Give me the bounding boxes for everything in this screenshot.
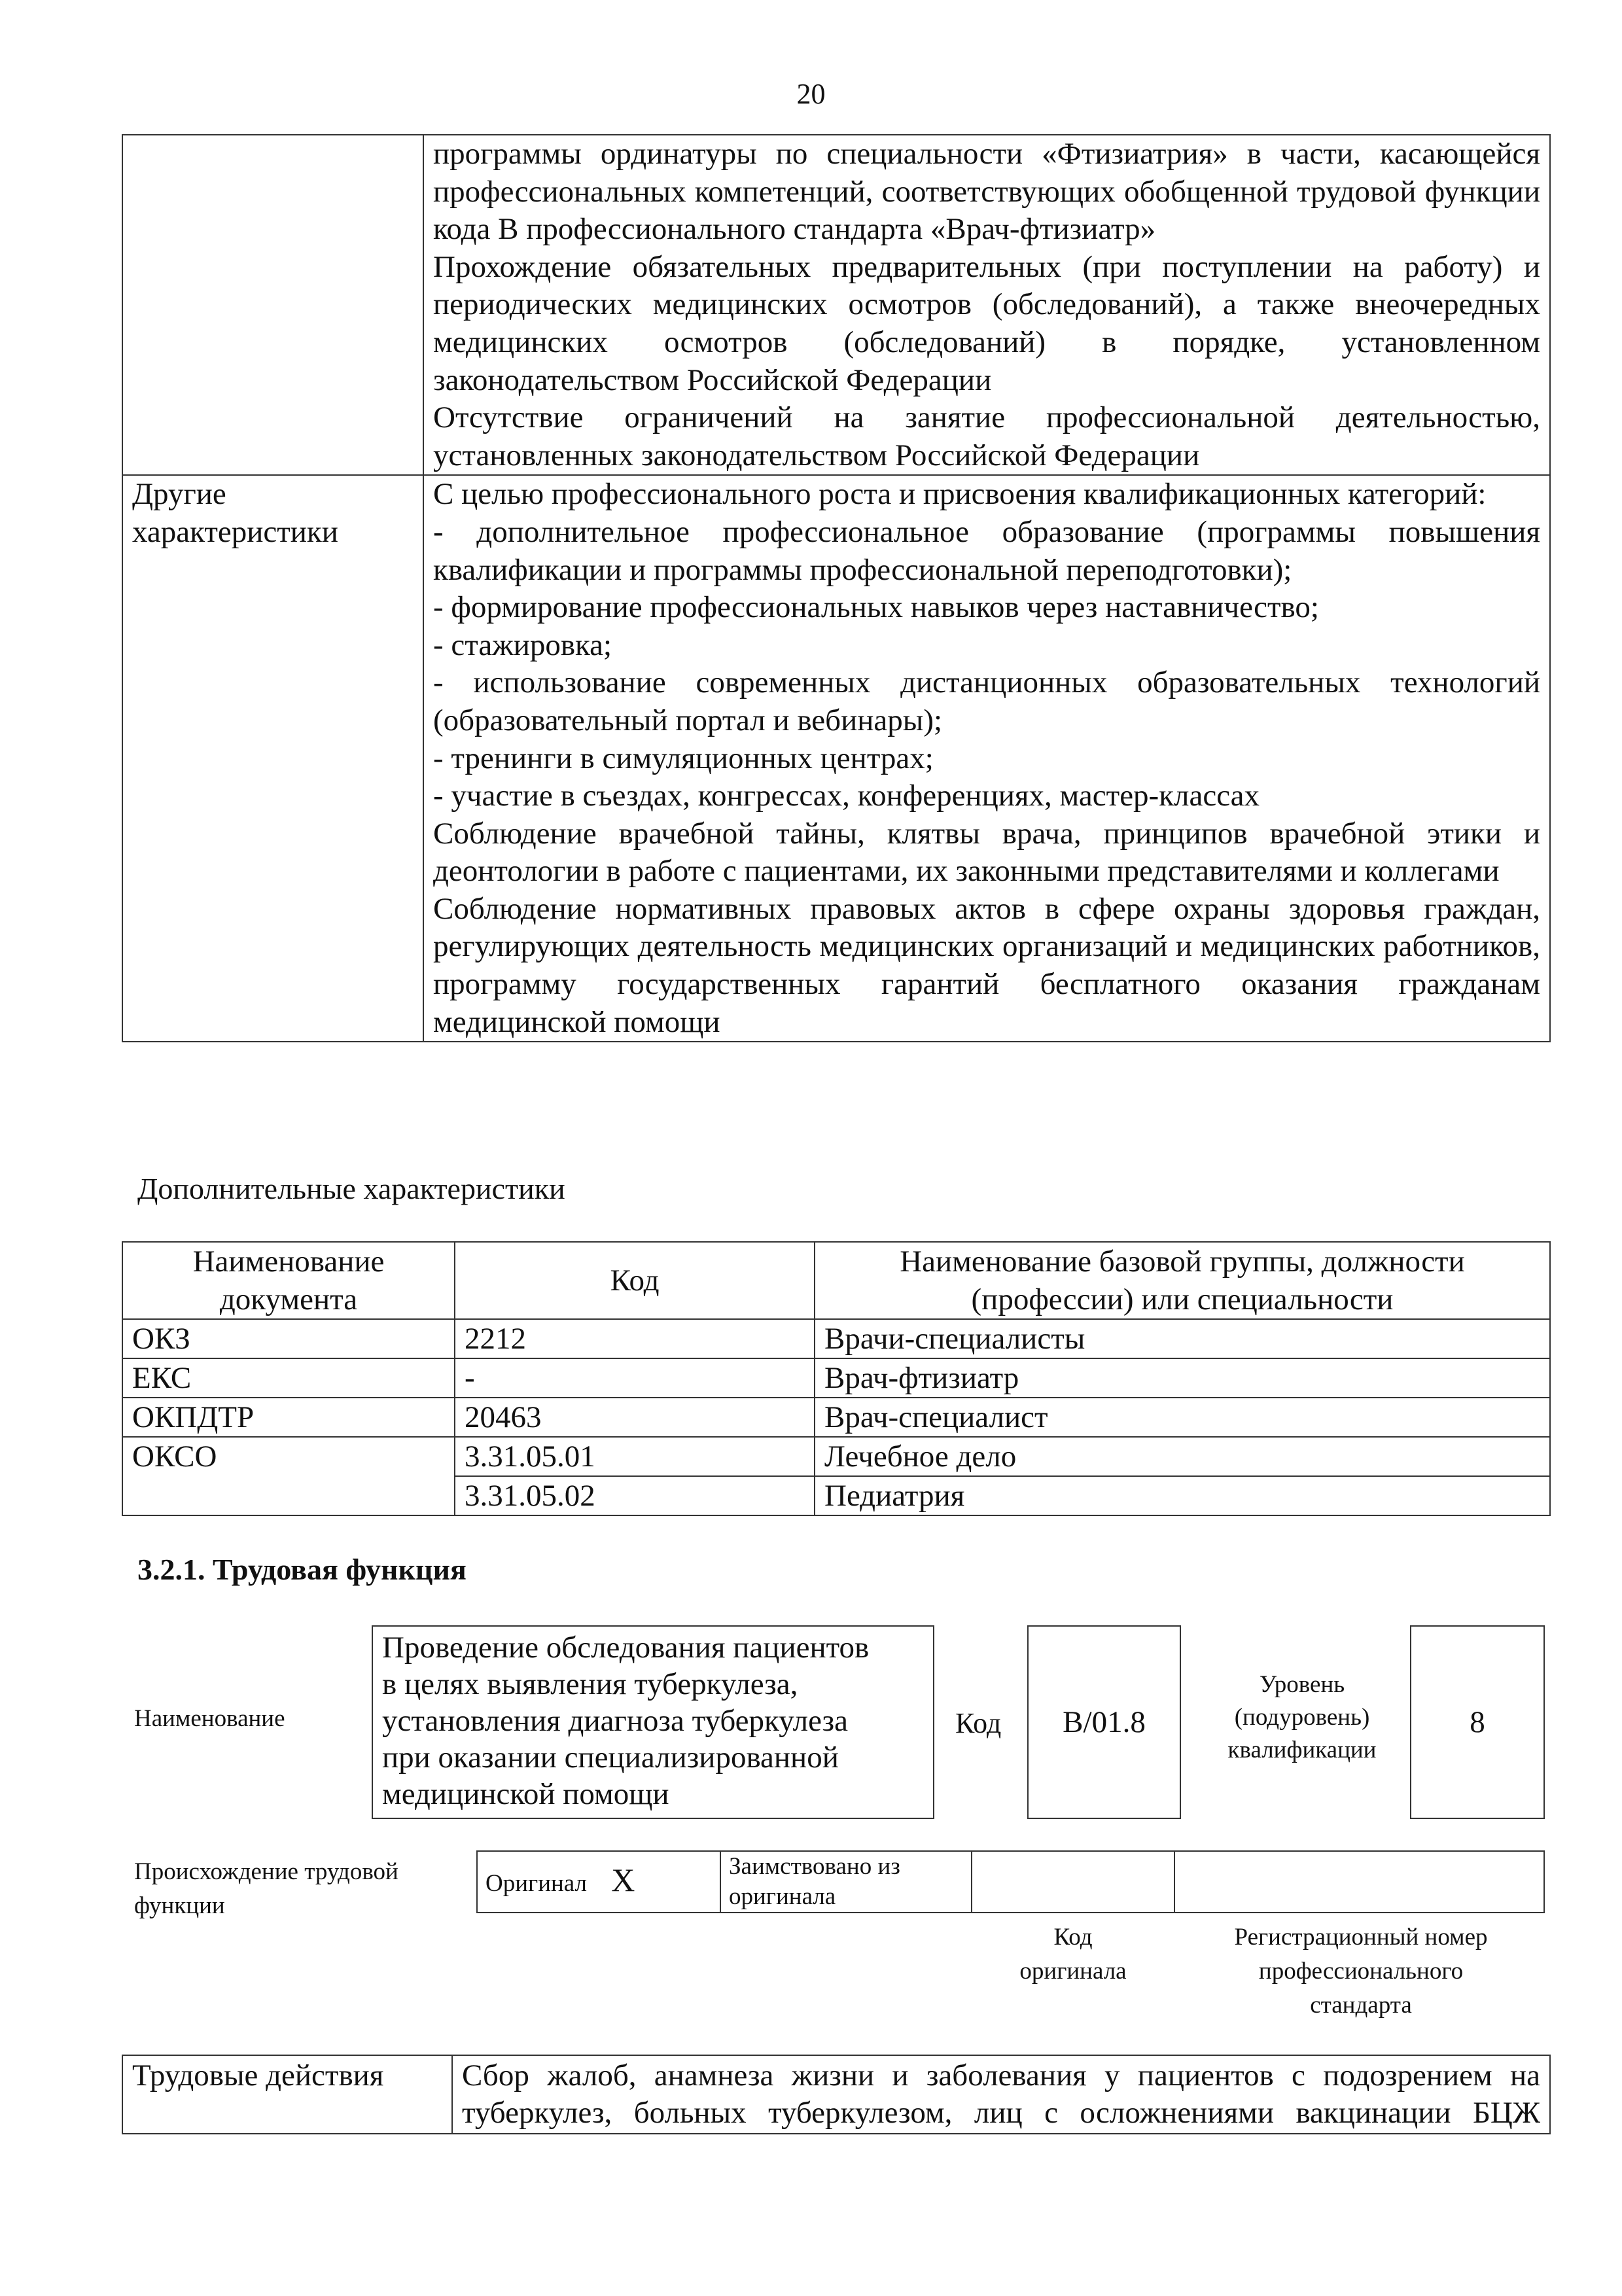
function-title-box <box>372 1625 934 1819</box>
row-label-line: Другие <box>132 477 226 512</box>
function-code-value: В/01.8 <box>1063 1705 1146 1739</box>
qualification-level-box <box>1410 1625 1545 1819</box>
additional-characteristics-heading: Дополнительные характеристики <box>137 1172 565 1205</box>
list-item: - тренинги в симуляционных центрах; <box>433 741 934 775</box>
list-item: - участие в съездах, конгрессах, конференциях, мастер-классах <box>433 779 1260 813</box>
cell-code: - <box>455 1358 815 1398</box>
origin-code-cell <box>972 1851 1174 1913</box>
qualification-level-value: 8 <box>1470 1705 1485 1739</box>
section-heading: 3.2.1. Трудовая функция <box>137 1553 467 1586</box>
cell-document: ЕКС <box>122 1358 455 1398</box>
header-line: Наименование базовой группы, должности <box>900 1245 1465 1279</box>
column-header-document <box>122 1242 455 1319</box>
cell-document: ОКПДТР <box>122 1398 455 1437</box>
table-row <box>122 475 1550 1042</box>
title-line: в целях выявления туберкулеза, <box>382 1667 798 1701</box>
additional-characteristics-table <box>122 1241 1551 1516</box>
cell-code: 3.31.05.02 <box>455 1476 815 1515</box>
qualification-requirements-table <box>122 134 1551 1042</box>
cell-document: ОКСО <box>122 1437 455 1515</box>
origin-label-line: функции <box>134 1892 225 1919</box>
cell-group: Педиатрия <box>815 1476 1550 1515</box>
table-cell-other-characteristics <box>423 475 1550 1042</box>
level-label-line: квалификации <box>1227 1737 1377 1763</box>
row-label-line: характеристики <box>132 514 338 549</box>
function-code-box <box>1027 1625 1181 1819</box>
caption-line: Регистрационный номер <box>1234 1924 1488 1951</box>
paragraph: программы ординатуры по специальности «Фтизиатрия» в части, касающейся профессиональных компетенций, соответствующих обобщенной трудовой функции кода В профессионального стандарта «Врач-фтизиатр» <box>433 137 1540 247</box>
column-header-code: Код <box>455 1242 815 1319</box>
title-line: установления диагноза туберкулеза <box>382 1704 848 1738</box>
table-row <box>122 1398 1550 1437</box>
registration-number-caption <box>1178 1920 1544 2022</box>
paragraph: Соблюдение врачебной тайны, клятвы врача, принципов врачебной этики и деонтологии в работе с пациентами, их законными представителями и коллегами <box>433 816 1540 889</box>
column-header-group <box>815 1242 1550 1319</box>
paragraph: Отсутствие ограничений на занятие профессиональной деятельностью, установленных законодательством Российской Федерации <box>433 400 1540 472</box>
table-row <box>122 1358 1550 1398</box>
title-line: медицинской помощи <box>382 1777 669 1811</box>
table-cell-empty <box>122 135 423 475</box>
list-item: - формирование профессиональных навыков через наставничество; <box>433 590 1319 625</box>
table-row <box>122 2055 1550 2134</box>
title-line: при оказании специализированной <box>382 1740 839 1775</box>
header-line: Наименование <box>192 1245 385 1279</box>
paragraph: Прохождение обязательных предварительных (при поступлении на работу) и периодических медицинских осмотров (обследований), а также внеочередных медицинских осмотров (обследований) в порядке, установленном законодательством Российской Федерации <box>433 249 1540 397</box>
borrowed-label-line: Заимствовано из <box>729 1853 900 1880</box>
qualification-level-label <box>1204 1669 1400 1767</box>
page-number: 20 <box>796 78 826 110</box>
labor-actions-text: Сбор жалоб, анамнеза жизни и заболевания у пациентов с подозрением на туберкулез, больных туберкулезом, лиц с осложнениями вакцинации БЦЖ <box>452 2055 1550 2134</box>
origin-table <box>476 1850 1545 1913</box>
caption-line: Код <box>1053 1924 1093 1951</box>
cell-document: ОКЗ <box>122 1319 455 1358</box>
cell-group: Врачи-специалисты <box>815 1319 1550 1358</box>
table-row <box>122 1319 1550 1358</box>
original-code-caption <box>975 1920 1171 1988</box>
cell-code: 20463 <box>455 1398 815 1437</box>
labor-actions-label: Трудовые действия <box>122 2055 452 2134</box>
origin-borrowed-cell <box>720 1851 972 1913</box>
cell-code: 3.31.05.01 <box>455 1437 815 1476</box>
cell-group: Врач-фтизиатр <box>815 1358 1550 1398</box>
origin-label-line: Происхождение трудовой <box>134 1858 398 1885</box>
list-item: - стажировка; <box>433 627 612 662</box>
cell-group: Лечебное дело <box>815 1437 1550 1476</box>
table-cell-requirements <box>423 135 1550 475</box>
borrowed-label-line: оригинала <box>729 1883 836 1910</box>
function-code-label: Код <box>955 1707 1002 1739</box>
cell-group: Врач-специалист <box>815 1398 1550 1437</box>
list-item: - дополнительное профессиональное образование (программы повышения квалификации и программы профессиональной переподготовки); <box>433 514 1540 587</box>
original-mark: X <box>611 1862 635 1898</box>
origin-registration-cell <box>1174 1851 1544 1913</box>
table-row <box>122 135 1550 475</box>
table-row <box>477 1851 1544 1913</box>
header-line: документа <box>219 1282 358 1316</box>
caption-line: стандарта <box>1310 1992 1412 2019</box>
function-name-label: Наименование <box>134 1705 285 1732</box>
origin-label <box>134 1855 398 1923</box>
paragraph: Соблюдение нормативных правовых актов в сфере охраны здоровья граждан, регулирующих деятельность медицинских организаций и медицинских работников, программу государственных гарантий бесплатного оказания гражданам медицинской помощи <box>433 891 1540 1039</box>
origin-original-cell <box>477 1851 720 1913</box>
labor-actions-table <box>122 2055 1551 2134</box>
table-header-row <box>122 1242 1550 1319</box>
cell-code: 2212 <box>455 1319 815 1358</box>
level-label-line: Уровень <box>1259 1671 1345 1698</box>
original-label: Оригинал <box>485 1870 588 1897</box>
list-item: - использование современных дистанционных образовательных технологий (образовательный портал и вебинары); <box>433 665 1540 737</box>
title-line: Проведение обследования пациентов <box>382 1631 870 1665</box>
header-line: (профессии) или специальности <box>971 1282 1394 1316</box>
caption-line: оригинала <box>1019 1958 1127 1985</box>
table-row <box>122 1437 1550 1476</box>
row-label-other-characteristics <box>122 475 423 1042</box>
level-label-line: (подуровень) <box>1234 1704 1370 1731</box>
paragraph: С целью профессионального роста и присвоения квалификационных категорий: <box>433 477 1487 512</box>
caption-line: профессионального <box>1258 1958 1464 1985</box>
